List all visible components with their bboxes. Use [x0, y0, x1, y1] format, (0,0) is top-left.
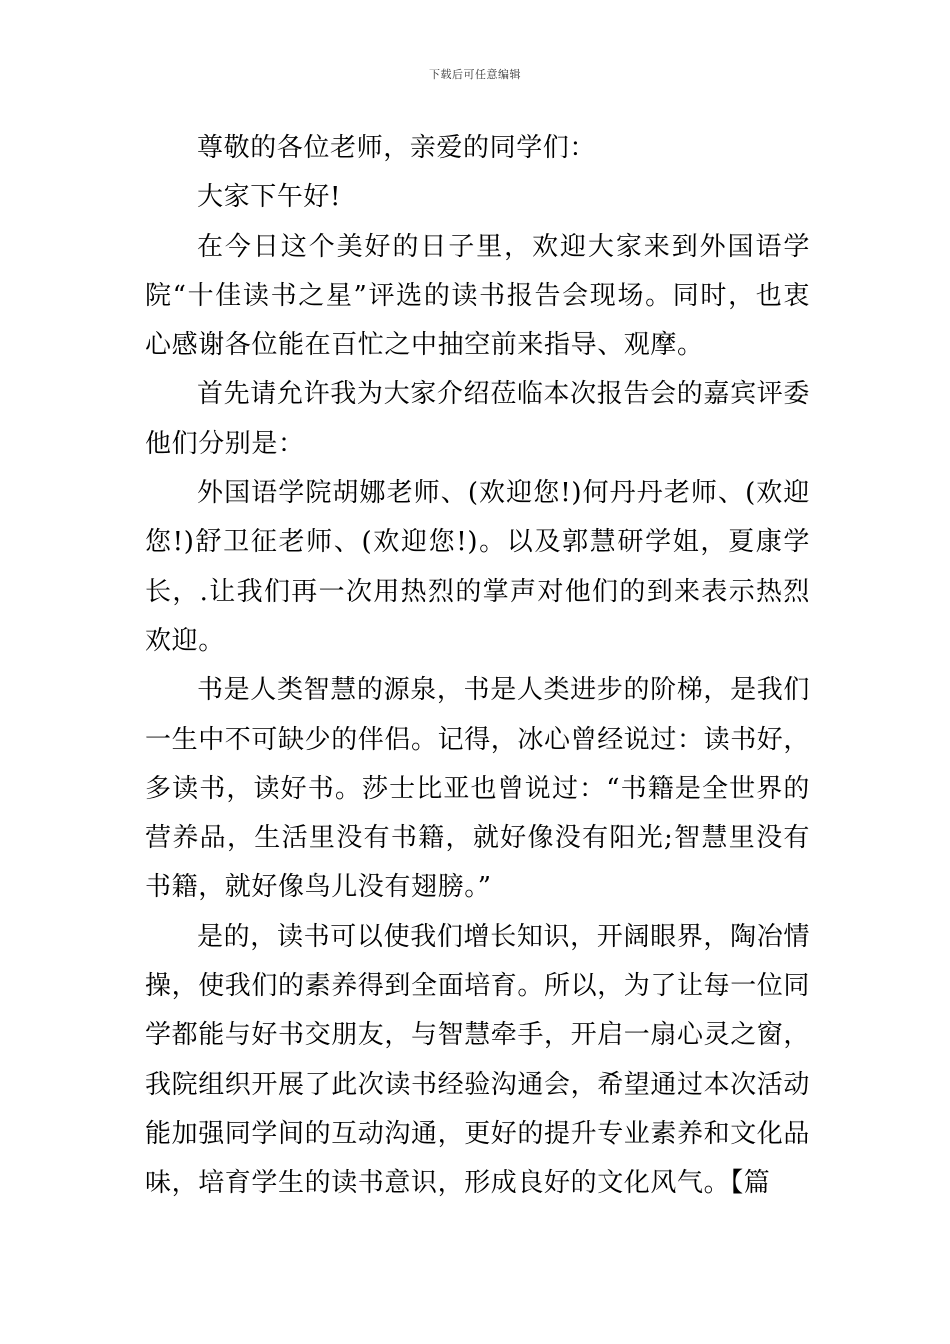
paragraph-greeting: 大家下午好!: [197, 182, 342, 213]
paragraph-judges-intro: 首先请允许我为大家介绍莅临本次报告会的嘉宾评委他们分别是：: [145, 379, 810, 459]
paragraph-welcome: 在今日这个美好的日子里，欢迎大家来到外国语学院“十佳读书之星”评选的读书报告会现场。同时，也衷心感谢各位能在百忙之中抽空前来指导、观摩。: [145, 231, 810, 361]
paragraph-salutation: 尊敬的各位老师，亲爱的同学们：: [197, 133, 597, 163]
paragraph-event-purpose: 是的，读书可以使我们增长知识，开阔眼界，陶冶情操，使我们的素养得到全面培育。所以，为了让每一位同学都能与好书交朋友，与智慧牵手，开启一扇心灵之窗，我院组织开展了此次读书经验沟通会，希望通过本次活动能加强同学间的互动沟通，更好的提升专业素养和文化品味，培育学生的读书意识，形成良好的文化风气。【篇: [145, 921, 811, 1199]
paragraph-books-quote: 书是人类智慧的源泉，书是人类进步的阶梯，是我们一生中不可缺少的伴侣。记得，冰心曾经说过：读书好，多读书，读好书。莎士比亚也曾说过：“书籍是全世界的营养品，生活里没有书籍，就好像没有阳光;智慧里没有书籍，就好像鸟儿没有翅膀。”: [145, 675, 811, 903]
page-header: 下载后可任意编辑: [429, 68, 521, 81]
document-body: [145, 124, 810, 1209]
paragraph-judges-list: 外国语学院胡娜老师、(欢迎您!)何丹丹老师、(欢迎您!)舒卫征老师、(欢迎您!)。以及郭慧研学姐，夏康学长，.让我们再一次用热烈的掌声对他们的到来表示热烈欢迎。: [145, 478, 810, 656]
